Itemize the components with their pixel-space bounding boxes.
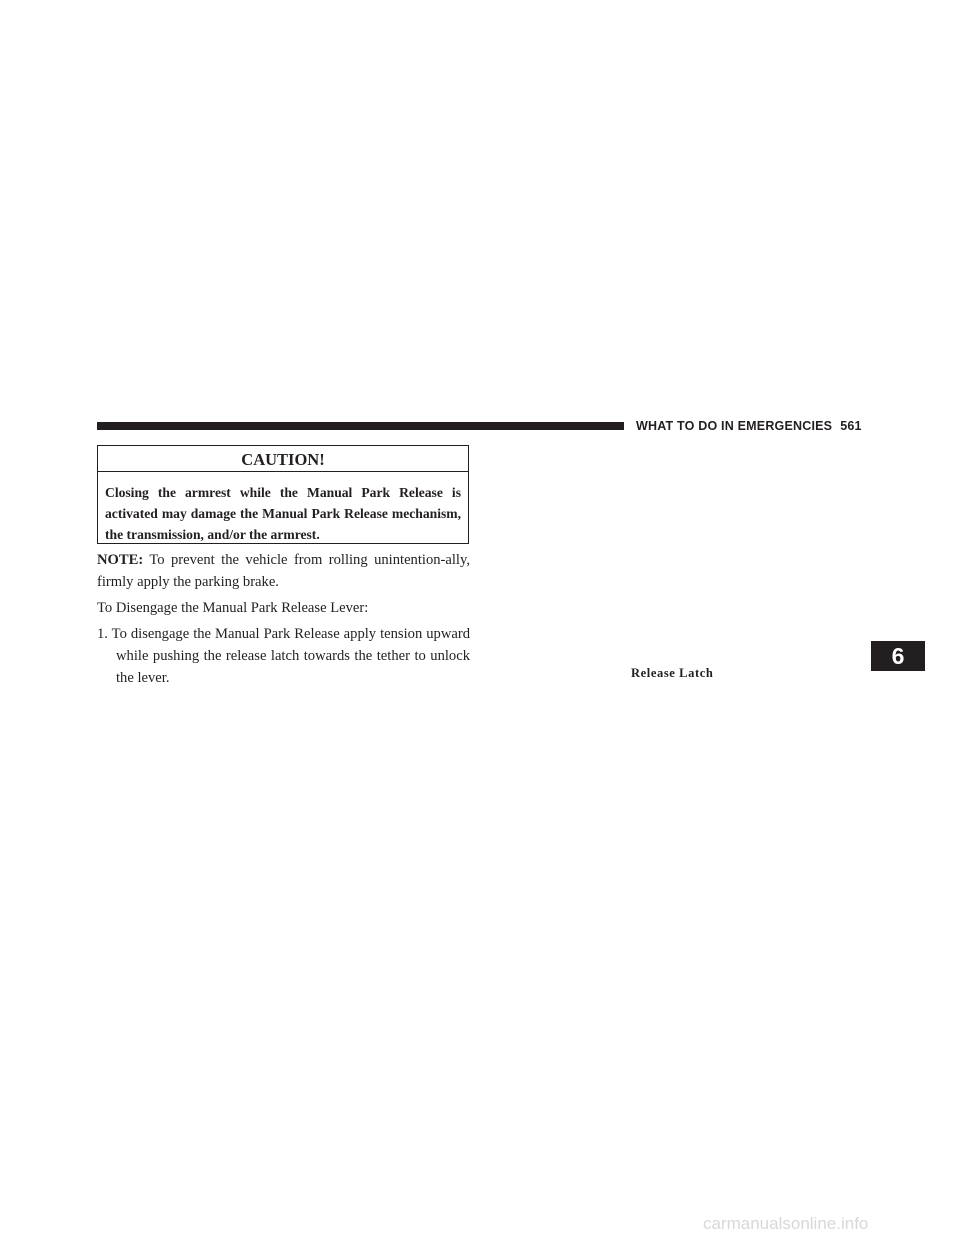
page-number: 561 [840, 419, 862, 433]
chapter-tab: 6 [871, 641, 925, 671]
figure-caption: Release Latch [631, 666, 714, 680]
disengage-heading: To Disengage the Manual Park Release Lever: [97, 600, 369, 616]
step-item: 1. To disengage the Manual Park Release apply tension upward while pushing the release latch towards the tether to unlock the lever. [97, 626, 470, 686]
caution-title: CAUTION! [98, 446, 468, 472]
header-rule [97, 422, 624, 430]
note-text: To prevent the vehicle from rolling unintention-ally, firmly apply the parking brake. [97, 552, 470, 590]
watermark: carmanualsonline.info [703, 1214, 869, 1233]
section-title: WHAT TO DO IN EMERGENCIES [636, 419, 833, 433]
caution-text: Closing the armrest while the Manual Park Release is activated may damage the Manual Park Release mechanism, the transmission, and/or the armrest. [105, 485, 461, 542]
note-paragraph [97, 549, 470, 593]
note-label: NOTE: [97, 552, 144, 568]
caution-box [97, 445, 469, 544]
running-header [636, 419, 862, 433]
